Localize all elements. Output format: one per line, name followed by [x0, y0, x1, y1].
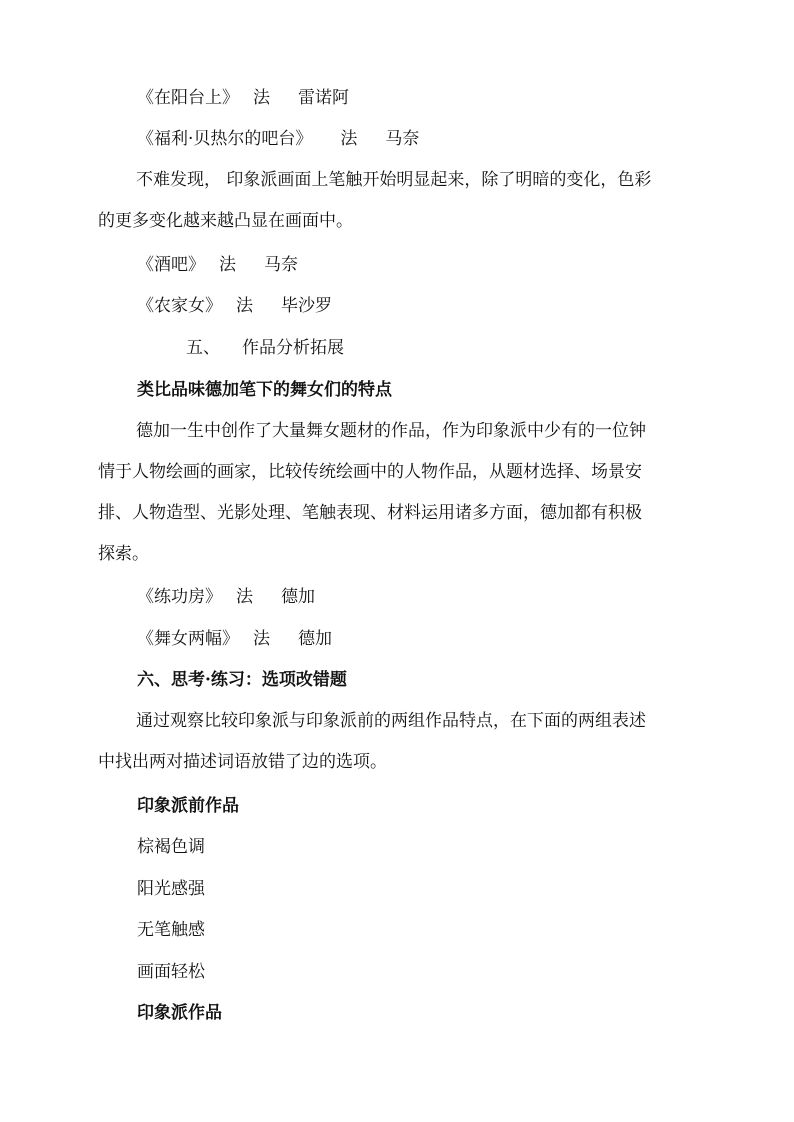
work-line — [137, 127, 419, 151]
paragraph-line: 德加一生中创作了大量舞女题材的作品，作为印象派中少有的一位钟 — [136, 421, 646, 441]
work-country: 法 — [236, 296, 253, 316]
group-heading-pre-impressionist: 印象派前作品 — [137, 796, 239, 816]
work-artist: 马奈 — [264, 255, 298, 275]
paragraph-line: 通过观察比较印象派与印象派前的两组作品特点，在下面的两组表述 — [136, 711, 646, 731]
group-heading-impressionist: 印象派作品 — [137, 1003, 222, 1023]
work-country: 法 — [236, 587, 253, 607]
list-item: 无笔触感 — [137, 920, 205, 940]
work-artist: 毕沙罗 — [281, 296, 332, 316]
list-item: 阳光感强 — [137, 879, 205, 899]
subheading: 类比品味德加笔下的舞女们的特点 — [137, 380, 392, 400]
work-line — [137, 627, 332, 651]
work-country: 法 — [253, 88, 270, 108]
section-five-heading — [186, 336, 344, 360]
paragraph-line: 中找出两对描述词语放错了边的选项。 — [98, 752, 387, 772]
paragraph-line: 探索。 — [98, 544, 149, 564]
paragraph-line: 情于人物绘画的画家，比较传统绘画中的人物作品，从题材选择、场景安 — [98, 462, 642, 482]
work-line — [137, 86, 349, 110]
work-country: 法 — [253, 629, 270, 649]
list-item: 画面轻松 — [137, 962, 205, 982]
work-line — [137, 585, 315, 609]
paragraph-line: 的更多变化越来越凸显在画面中。 — [98, 211, 353, 231]
paragraph-instructions — [98, 701, 698, 783]
work-title: 《福利·贝热尔的吧台》 — [137, 129, 313, 149]
paragraph-brushwork — [98, 160, 698, 242]
work-title: 《舞女两幅》 — [137, 629, 239, 649]
work-title: 《酒吧》 — [137, 255, 205, 275]
list-item: 棕褐色调 — [137, 837, 205, 857]
work-title: 《在阳台上》 — [137, 88, 239, 108]
work-country: 法 — [219, 255, 236, 275]
work-line — [137, 294, 332, 318]
work-artist: 德加 — [281, 587, 315, 607]
work-artist: 马奈 — [385, 129, 420, 149]
paragraph-line: 不难发现， 印象派画面上笔触开始明显起来，除了明暗的变化，色彩 — [136, 170, 652, 190]
paragraph-line: 排、人物造型、光影处理、笔触表现、材料运用诸多方面，德加都有积极 — [98, 503, 642, 523]
paragraph-degas — [98, 411, 698, 575]
work-line — [137, 253, 298, 277]
work-artist: 雷诺阿 — [298, 88, 349, 108]
work-artist: 德加 — [298, 629, 332, 649]
section-number: 五、 — [186, 338, 220, 358]
section-six-heading: 六、思考·练习：选项改错题 — [137, 670, 347, 690]
work-title: 《练功房》 — [137, 587, 222, 607]
work-title: 《农家女》 — [137, 296, 222, 316]
section-title: 作品分析拓展 — [242, 338, 344, 358]
work-country: 法 — [340, 129, 358, 149]
